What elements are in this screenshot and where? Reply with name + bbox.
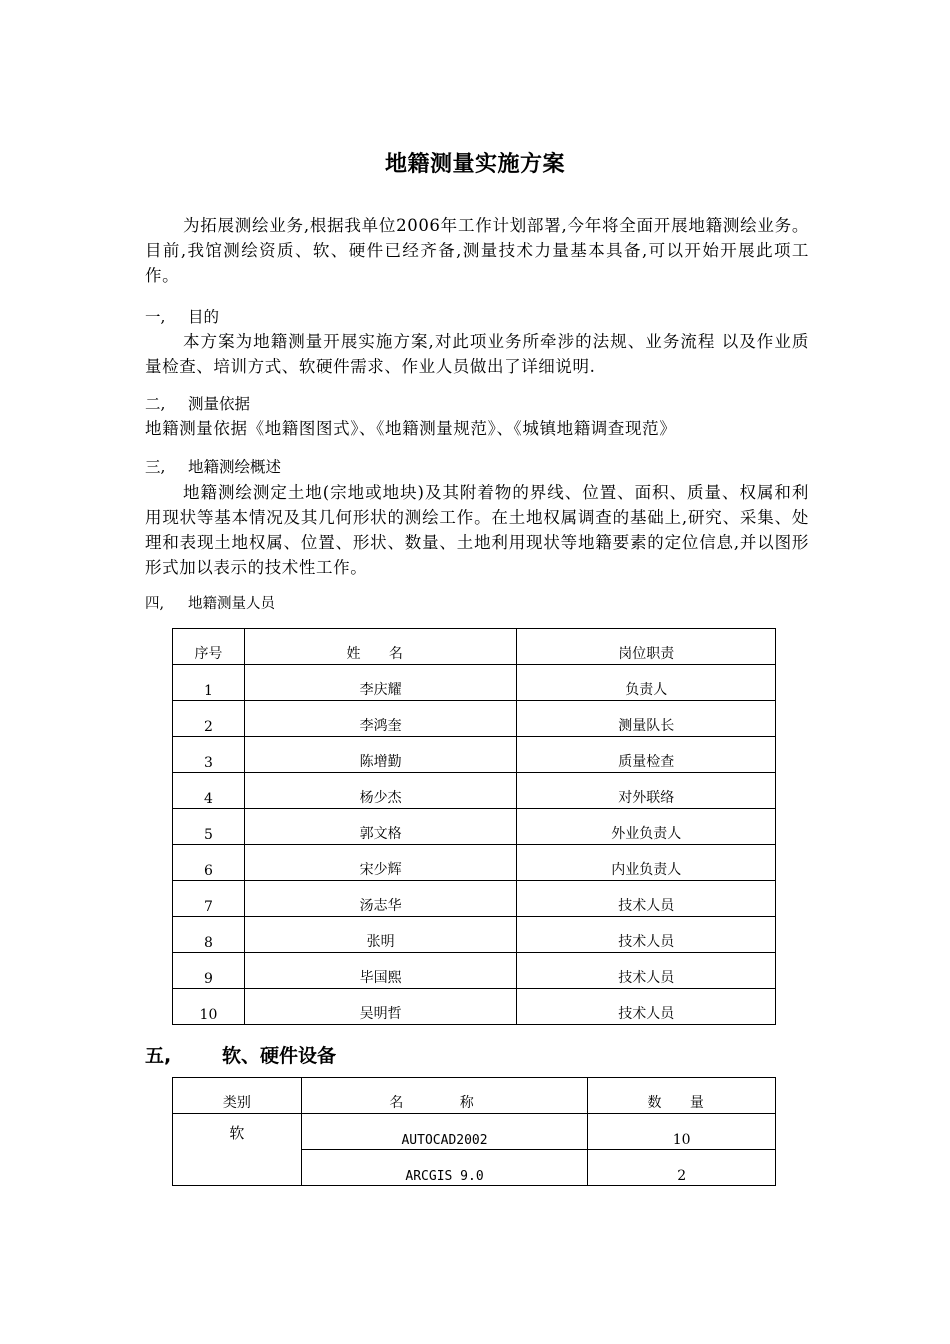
row-role: 技术人员 — [517, 953, 776, 989]
table-row — [173, 665, 776, 701]
row-role: 负责人 — [517, 665, 776, 701]
row-role: 技术人员 — [517, 881, 776, 917]
section-1-body: 本方案为地籍测量开展实施方案,对此项业务所牵涉的法规、业务流程 以及作业质量检查、培训方式、软硬件需求、作业人员做出了详细说明. — [145, 332, 809, 376]
row-name: 杨少杰 — [244, 773, 517, 809]
row-index: 7 — [173, 881, 245, 917]
table-row — [173, 1114, 776, 1150]
item-quantity: 10 — [588, 1114, 776, 1150]
table-row — [173, 773, 776, 809]
row-role: 技术人员 — [517, 917, 776, 953]
section-1-number: 一, — [145, 308, 166, 326]
intro-paragraph: 为拓展测绘业务,根据我单位2006年工作计划部署,今年将全面开展地籍测绘业务。目前,我馆测绘资质、软、硬件已经齐备,测量技术力量基本具备,可以开始开展此项工作。 — [145, 216, 809, 285]
row-index: 3 — [173, 737, 245, 773]
staff-table — [172, 628, 776, 1025]
row-index: 8 — [173, 917, 245, 953]
page-title: 地籍测量实施方案 — [384, 152, 565, 177]
section-3-heading — [145, 456, 281, 478]
row-name: 李庆耀 — [244, 665, 517, 701]
table-row — [173, 701, 776, 737]
row-index: 1 — [173, 665, 245, 701]
table-row — [173, 881, 776, 917]
row-name: 吴明哲 — [244, 989, 517, 1025]
section-3-number: 三, — [145, 458, 166, 476]
section-4-title: 地籍测量人员 — [188, 596, 275, 612]
table-header-row — [173, 1078, 776, 1114]
header-name: 姓 名 — [244, 629, 517, 665]
row-name: 李鸿奎 — [244, 701, 517, 737]
table-row — [173, 989, 776, 1025]
header-index: 序号 — [173, 629, 245, 665]
section-4-number: 四, — [145, 596, 165, 612]
header-quantity: 数 量 — [588, 1078, 776, 1114]
row-role: 内业负责人 — [517, 845, 776, 881]
row-name: 郭文格 — [244, 809, 517, 845]
row-index: 4 — [173, 773, 245, 809]
row-name: 陈增勤 — [244, 737, 517, 773]
header-role: 岗位职责 — [517, 629, 776, 665]
row-index: 5 — [173, 809, 245, 845]
section-1-heading — [145, 306, 219, 328]
equipment-table — [172, 1077, 776, 1186]
table-row — [173, 917, 776, 953]
table-header-row — [173, 629, 776, 665]
row-role: 外业负责人 — [517, 809, 776, 845]
section-5-heading — [145, 1041, 336, 1068]
row-name: 毕国熙 — [244, 953, 517, 989]
row-index: 2 — [173, 701, 245, 737]
section-3-title: 地籍测绘概述 — [188, 458, 282, 476]
item-name: AUTOCAD2002 — [301, 1114, 588, 1150]
section-3-body: 地籍测绘测定土地(宗地或地块)及其附着物的界线、位置、面积、质量、权属和利用现状等基本情况及其几何形状的测绘工作。在土地权属调查的基础上,研究、采集、处理和表现土地权属、位置、形状、数量、土地利用现状等地籍要素的定位信息,并以图形形式加以表示的技术性工作。 — [145, 483, 809, 577]
item-quantity: 2 — [588, 1150, 776, 1186]
header-category: 类别 — [173, 1078, 302, 1114]
row-name: 张明 — [244, 917, 517, 953]
row-name: 汤志华 — [244, 881, 517, 917]
row-index: 9 — [173, 953, 245, 989]
section-1-title: 目的 — [188, 308, 220, 326]
table-row — [173, 809, 776, 845]
section-2-title: 测量依据 — [188, 395, 251, 413]
row-role: 技术人员 — [517, 989, 776, 1025]
table-row — [173, 845, 776, 881]
section-2-body: 地籍测量依据《地籍图图式》、《地籍测量规范》、《城镇地籍调查现范》 — [145, 419, 677, 438]
row-role: 对外联络 — [517, 773, 776, 809]
table-row — [173, 953, 776, 989]
row-index: 10 — [173, 989, 245, 1025]
item-name: ARCGIS 9.0 — [301, 1150, 588, 1186]
section-5-number: 五, — [145, 1045, 172, 1067]
header-item-name: 名 称 — [301, 1078, 588, 1114]
row-index: 6 — [173, 845, 245, 881]
row-role: 测量队长 — [517, 701, 776, 737]
table-row — [173, 737, 776, 773]
section-2-heading — [145, 393, 250, 415]
row-name: 宋少辉 — [244, 845, 517, 881]
section-5-title: 软、硬件设备 — [222, 1045, 337, 1067]
category-cell: 软 — [173, 1114, 302, 1186]
row-role: 质量检查 — [517, 737, 776, 773]
section-2-number: 二, — [145, 395, 166, 413]
section-4-heading — [145, 593, 275, 615]
